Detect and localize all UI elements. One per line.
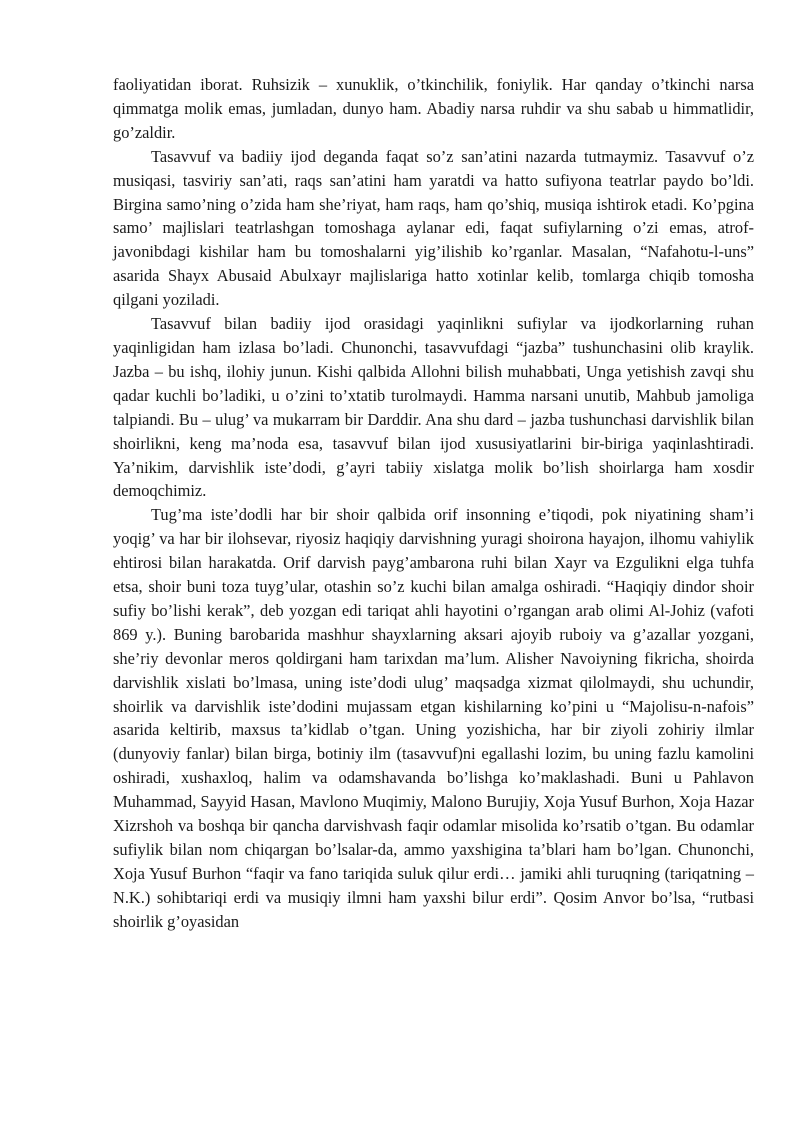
paragraph-3: Tasavvuf bilan badiiy ijod orasidagi yaqinlikni sufiylar va ijodkorlarning ruhan yaqinligidan ham izlasa bo’ladi. Chunonchi, tasavvufdagi “jazba” tushunchasini olib kraylik. Jazba – bu ishq, ilohiy junun. Kishi qalbida Allohni bilish muhabbati, Unga yetishish zavqi shu qadar kuchli bo’ladiki, u o’zini to’xtatib turolmaydi. Hamma narsani unutib, Mahbub jamoliga talpiandi. Bu – ulug’ va mukarram bir Darddir. Ana shu dard – jazba tushunchasi darvishlik bilan shoirlikni, keng ma’noda esa, tasavvuf bilan ijod xususiyatlarini bir-biriga yaqinlashtiradi. Ya’nikim, darvishlik iste’dodi, g’ayri tabiiy xislatga molik bo’lish shoirlarga ham xosdir demoqchimiz. <box>113 314 754 501</box>
paragraph-1: faoliyatidan iborat. Ruhsizik – xunuklik, o’tkinchilik, foniylik. Har qanday o’tkinchi narsa qimmatga molik emas, jumladan, dunyo ham. Abadiy narsa ruhdir va shu sabab u himmatlidir, go’zaldir. <box>113 75 754 142</box>
document-page <box>113 73 754 934</box>
paragraph-4: Tug’ma iste’dodli har bir shoir qalbida orif insonning e’tiqodi, pok niyatining sham’i yoqig’ va har bir ilohsevar, riyosiz haqiqiy darvishning yuragi shoirona hayajon, ilhomu vahiylik ehtirosi bilan harakatda. Orif darvish payg’ambarona ruhi bilan Xayr va Ezgulikni elga tuhfa etsa, shoir buni toza tuyg’ular, otashin so’z kuchi bilan amalga oshiradi. “Haqiqiy dindor shoir sufiy bo’lishi kerak”, deb yozgan edi tariqat ahli hayotini o’rgangan arab olimi Al-Johiz (vafoti 869 y.). Buning barobarida mashhur shayxlarning aksari ajoyib ruboiy va g’azallar yozgani, she’riy devonlar meros qoldirgani ham tarixdan ma’lum. Alisher Navoiyning fikricha, shoirda darvishlik xislati bo’lmasa, uning iste’dodi ulug’ maqsadga xizmat qilolmaydi, shu uchundir, shoirlik va darvishlik iste’dodini mujassam etgan kishilarning ko’pini u “Majolisu-n-nafois” asarida keltirib, maxsus ta’kidlab o’tgan. Uning yozishicha, har bir ziyoli zohiriy ilmlar (dunyoviy fanlar) bilan birga, botiniy ilm (tasavvuf)ni egallashi lozim, bu uning fazlu kamolini oshiradi, xushaxloq, halim va odamshavanda bo’lishga ko’maklashadi. Buni u Pahlavon Muhammad, Sayyid Hasan, Mavlono Muqimiy, Malono Burujiy, Xoja Yusuf Burhon, Xoja Hazar Xizrshoh va boshqa bir qancha darvishvash faqir odamlar misolida ko’rsatib o’tgan. Bu odamlar sufiylik bilan nom chiqargan bo’lsalar-da, ammo yaxshigina ta’blari ham bo’lgan. Chunonchi, Xoja Yusuf Burhon “faqir va fano tariqida suluk qilur erdi… jamiki ahli turuqning (tariqatning – N.K.) sohibtariqi erdi va musiqiy ilmni ham yaxshi bilur erdi”. Qosim Anvor bo’lsa, “rutbasi shoirlik g’oyasidan <box>113 505 754 931</box>
paragraph-2: Tasavvuf va badiiy ijod deganda faqat so’z san’atini nazarda tutmaymiz. Tasavvuf o’z musiqasi, tasviriy san’ati, raqs san’atini ham yaratdi va hatto sufiyona teatrlar paydo bo’ldi. Birgina samo’ning o’zida ham she’riyat, ham raqs, ham qo’shiq, musiqa ishtirok etadi. Ko’pgina samo’ majlislari teatrlashgan tomoshaga aylanar edi, faqat sufiylarning o’zi emas, atrof-javonibdagi kishilar ham bu tomoshalarni yig’ilishib ko’rganlar. Masalan, “Nafahotu-l-uns” asarida Shayx Abusaid Abulxayr majlislariga hatto xotinlar kelib, tomlarga chiqib tomosha qilgani yoziladi. <box>113 146 754 310</box>
